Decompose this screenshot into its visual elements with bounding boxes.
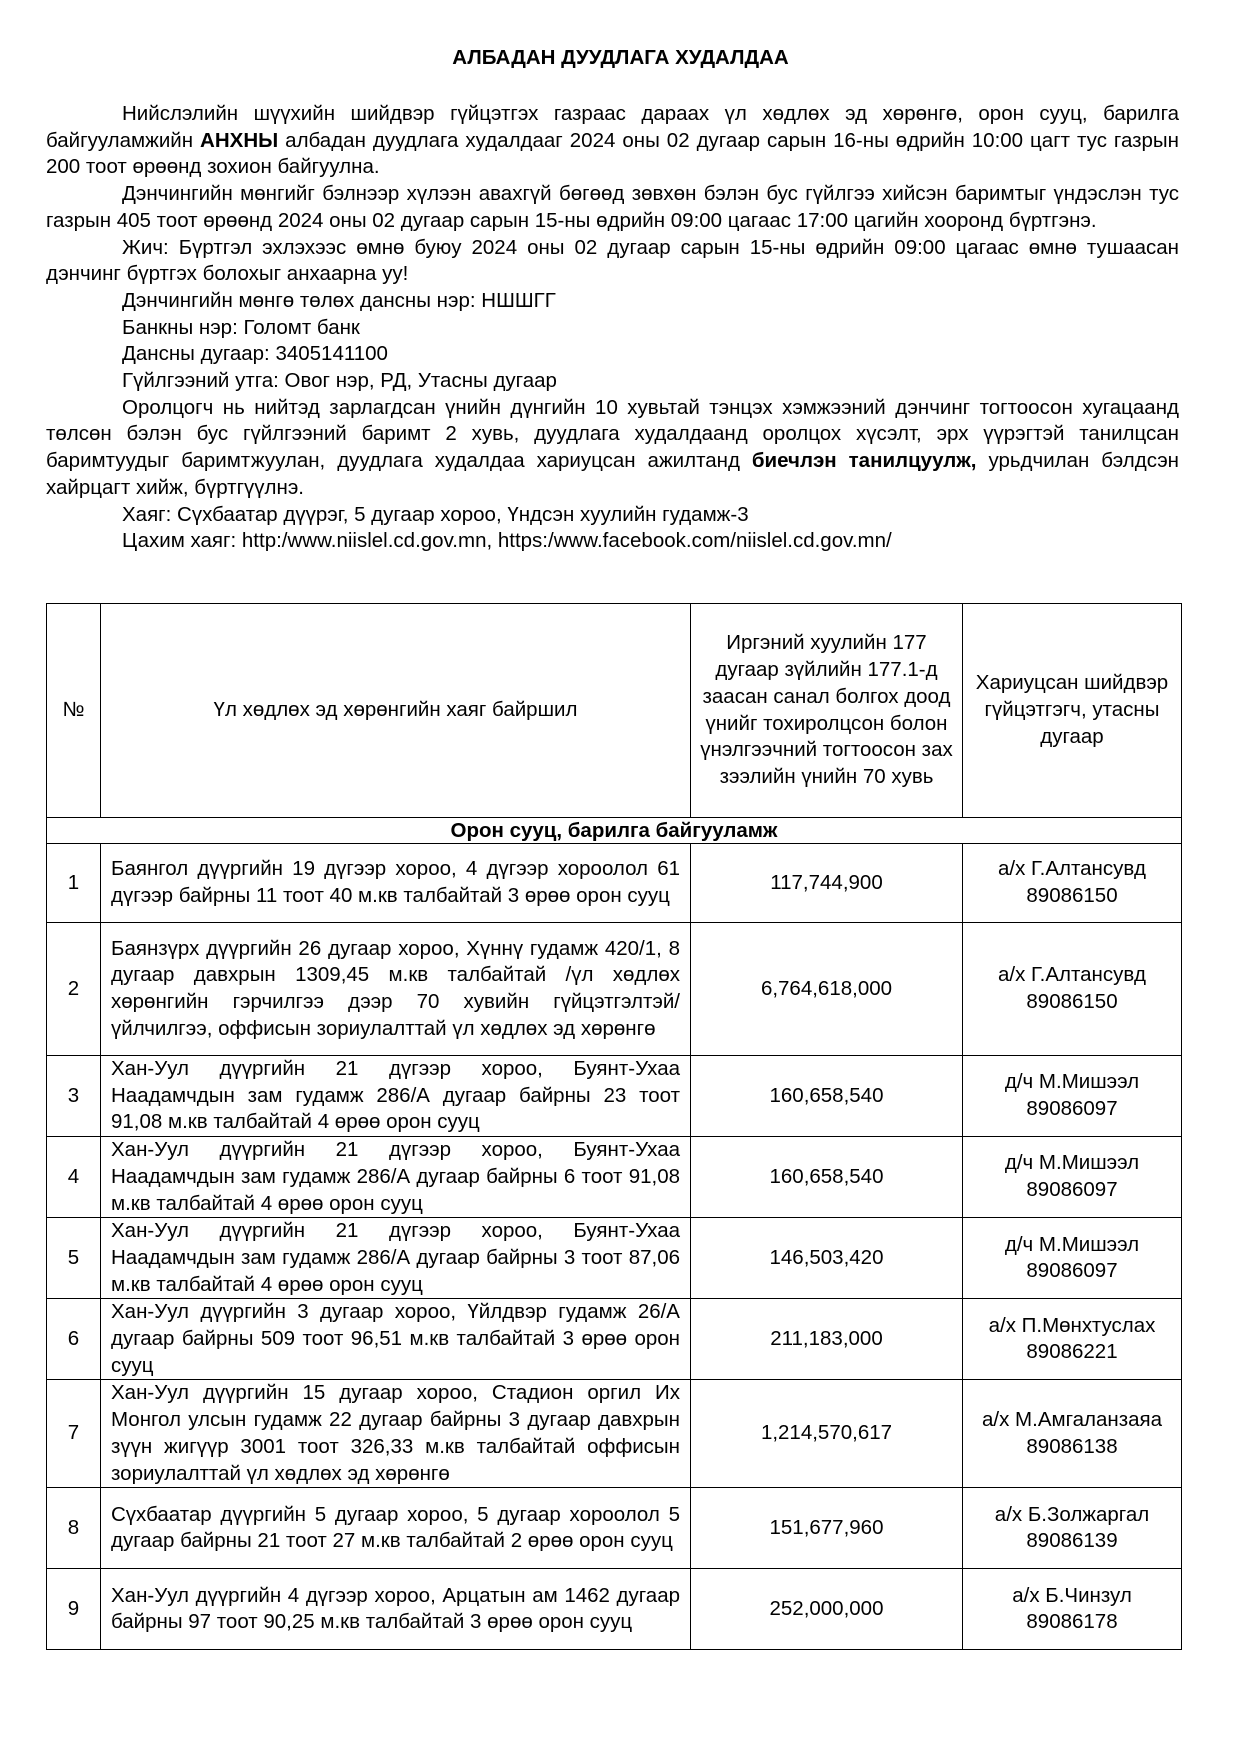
row-value: 160,658,540 [691, 1137, 963, 1218]
account-name-line: Дэнчингийн мөнгө төлөх дансны нэр: НШШГГ [122, 288, 556, 312]
participant-bold: биечлэн танилцуулж, [751, 449, 977, 473]
address-line: Хаяг: Сүхбаатар дүүрэг, 5 дугаар хороо, Үндсэн хуулийн гудамж-3 [122, 502, 749, 526]
participant-text-b: урьдчилан бэлдсэн хайрцагт хийж, бүртгүүлнэ. [46, 449, 1179, 499]
row-number: 3 [47, 1056, 101, 1137]
header-officer: Хариуцсан шийдвэр гүйцэтгэгч, утасны дугаар [963, 604, 1182, 818]
row-officer: д/ч М.Мишээл 89086097 [963, 1056, 1182, 1137]
row-address: Хан-Уул дүүргийн 15 дугаар хороо, Стадион оргил Их Монгол улсын гудамж 22 дугаар байрны 3 дугаар давхрын зүүн жигүүр 3001 тоот 326,33 м.кв талбайтай оффисын зориулалттай үл хөдлөх эд хөрөнгө [101, 1380, 691, 1488]
table-row [47, 1488, 1182, 1569]
row-address: Баянзүрх дүүргийн 26 дугаар хороо, Хүннү гудамж 420/1, 8 дугаар давхрын 1309,45 м.кв талбайтай /үл хөдлөх хөрөнгийн гэрчилгээ дээр 70 хувийн гүйцэтгэлтэй/ үйлчилгээ, оффисын зориулалттай үл хөдлөх эд хөрөнгө [101, 923, 691, 1056]
row-address: Хан-Уул дүүргийн 4 дүгээр хороо, Арцатын ам 1462 дугаар байрны 97 тоот 90,25 м.кв талбайтай 3 өрөө орон сууц [101, 1569, 691, 1650]
row-address: Хан-Уул дүүргийн 21 дүгээр хороо, Буянт-Ухаа Наадамчдын зам гудамж 286/А дугаар байрны 23 тоот 91,08 м.кв талбайтай 4 өрөө орон сууц [101, 1056, 691, 1137]
row-address: Сүхбаатар дүүргийн 5 дугаар хороо, 5 дугаар хороолол 5 дугаар байрны 21 тоот 27 м.кв талбайтай 2 өрөө орон сууц [101, 1488, 691, 1569]
row-value: 151,677,960 [691, 1488, 963, 1569]
note-paragraph: Жич: Бүртгэл эхлэхээс өмнө буюу 2024 оны 02 дугаар сарын 15-ны өдрийн 09:00 цагаас өмнө тушаасан дэнчинг бүртгэх болохыг анхаарна уу! [46, 235, 1179, 286]
participant-paragraph [46, 395, 1179, 502]
row-officer: д/ч М.Мишээл 89086097 [963, 1218, 1182, 1299]
table-row [47, 1299, 1182, 1380]
section-row [47, 818, 1182, 844]
row-value: 160,658,540 [691, 1056, 963, 1137]
section-heading: Орон сууц, барилга байгууламж [47, 818, 1182, 844]
row-number: 8 [47, 1488, 101, 1569]
row-value: 211,183,000 [691, 1299, 963, 1380]
table-row [47, 1137, 1182, 1218]
page-title: АЛБАДАН ДУУДЛАГА ХУДАЛДАА [452, 46, 789, 69]
intro-text-a: Нийслэлийн шүүхийн шийдвэр гүйцэтгэх газраас дараах үл хөдлөх эд хөрөнгө, орон сууц, барилга байгууламжийн [46, 102, 1179, 152]
table-row [47, 1569, 1182, 1650]
row-address: Хан-Уул дүүргийн 3 дугаар хороо, Үйлдвэр гудамж 26/А дугаар байрны 509 тоот 96,51 м.кв талбайтай 3 өрөө орон сууц [101, 1299, 691, 1380]
row-number: 6 [47, 1299, 101, 1380]
intro-paragraph [46, 101, 1179, 181]
header-value: Иргэний хуулийн 177 дугаар зүйлийн 177.1-д заасан санал болгох доод үнийг тохиролцсон болон үнэлгээчний тогтоосон зах зээлийн үнийн 70 хувь [691, 604, 963, 818]
intro-text-b: албадан дуудлага худалдааг 2024 оны 02 дугаар сарын 16-ны өдрийн 10:00 цагт тус газрын 200 тоот өрөөнд зохион байгуулна. [46, 128, 1179, 179]
row-address: Баянгол дүүргийн 19 дүгээр хороо, 4 дүгээр хороолол 61 дүгээр байрны 11 тоот 40 м.кв талбайтай 3 өрөө орон сууц [101, 844, 691, 923]
table-row [47, 923, 1182, 1056]
account-number-line: Дансны дугаар: 3405141100 [122, 342, 388, 366]
row-officer: а/х Г.Алтансувд 89086150 [963, 923, 1182, 1056]
bank-name-line: Банкны нэр: Голомт банк [122, 315, 360, 339]
intro-bold-first: АНХНЫ [200, 128, 279, 152]
web-line: Цахим хаяг: http:/www.niislel.cd.gov.mn, https:/www.facebook.com/niislel.cd.gov.mn/ [122, 529, 892, 553]
header-no: № [47, 604, 101, 818]
row-number: 7 [47, 1380, 101, 1488]
row-number: 2 [47, 923, 101, 1056]
row-officer: а/х П.Мөнхтуслах 89086221 [963, 1299, 1182, 1380]
auction-table [46, 603, 1182, 1650]
row-number: 1 [47, 844, 101, 923]
deposit-paragraph: Дэнчингийн мөнгийг бэлнээр хүлээн авахгүй бөгөөд зөвхөн бэлэн бус гүйлгээ хийсэн баримтыг үндэслэн тус газрын 405 тоот өрөөнд 2024 оны 02 дугаар сарын 15-ны өдрийн 09:00 цагаас 17:00 цагийн хооронд бүртгэнэ. [46, 182, 1179, 232]
table-header-row [47, 604, 1182, 818]
row-address: Хан-Уул дүүргийн 21 дүгээр хороо, Буянт-Ухаа Наадамчдын зам гудамж 286/А дугаар байрны 3 тоот 87,06 м.кв талбайтай 4 өрөө орон сууц [101, 1218, 691, 1299]
row-officer: а/х М.Амгаланзаяа 89086138 [963, 1380, 1182, 1488]
row-value: 146,503,420 [691, 1218, 963, 1299]
row-value: 117,744,900 [691, 844, 963, 923]
table-row [47, 1380, 1182, 1488]
row-officer: а/х Б.Чинзул 89086178 [963, 1569, 1182, 1650]
transfer-note-line: Гүйлгээний утга: Овог нэр, РД, Утасны дугаар [122, 369, 557, 393]
table-row [47, 1218, 1182, 1299]
row-number: 5 [47, 1218, 101, 1299]
row-officer: а/х Г.Алтансувд 89086150 [963, 844, 1182, 923]
row-value: 252,000,000 [691, 1569, 963, 1650]
row-number: 4 [47, 1137, 101, 1218]
table-row [47, 844, 1182, 923]
row-officer: д/ч М.Мишээл 89086097 [963, 1137, 1182, 1218]
row-value: 6,764,618,000 [691, 923, 963, 1056]
participant-text-a: Оролцогч нь нийтэд зарлагдсан үнийн дүнгийн 10 хувьтай тэнцэх хэмжээний дэнчинг тогтоосон хугацаанд төлсөн бэлэн бус гүйлгээний баримт 2 хувь, дуудлага худалдаанд оролцох хүсэлт, эрх үүрэгтэй танилцсан баримтуудыг баримтжуулан, дуудлага худалдаа хариуцсан ажилтанд [46, 395, 1179, 473]
row-address: Хан-Уул дүүргийн 21 дүгээр хороо, Буянт-Ухаа Наадамчдын зам гудамж 286/А дугаар байрны 6 тоот 91,08 м.кв талбайтай 4 өрөө орон сууц [101, 1137, 691, 1218]
notice-body [46, 101, 1179, 555]
row-number: 9 [47, 1569, 101, 1650]
row-value: 1,214,570,617 [691, 1380, 963, 1488]
table-row [47, 1056, 1182, 1137]
header-address: Үл хөдлөх эд хөрөнгийн хаяг байршил [101, 604, 691, 818]
row-officer: а/х Б.Золжаргал 89086139 [963, 1488, 1182, 1569]
